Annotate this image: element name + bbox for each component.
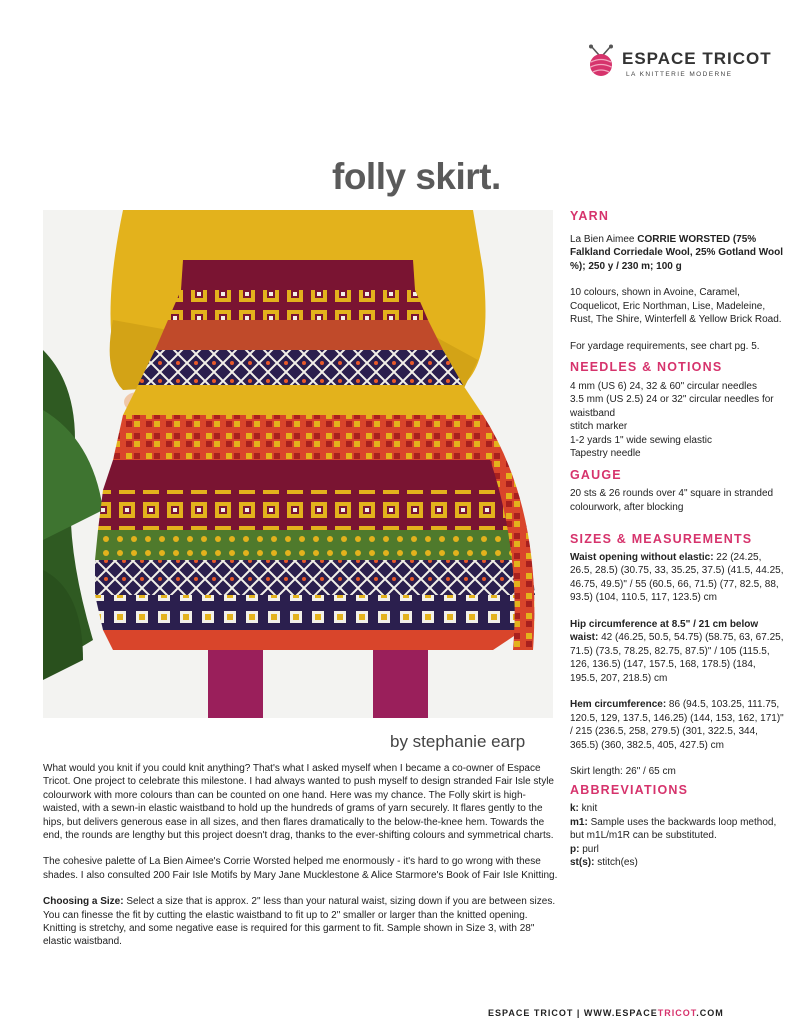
needles-item: Tapestry needle (570, 448, 641, 459)
page-footer: ESPACE TRICOT | WWW.ESPACETRICOT.COM (488, 1008, 724, 1018)
needles-item: 4 mm (US 6) 24, 32 & 60" circular needles (570, 380, 757, 392)
abbr-p: p: purl (570, 843, 599, 855)
intro-paragraph-2: The cohesive palette of La Bien Aimee's Corrie Worsted helped me enormously - it's hard to go wrong with these shades. I also consulted 200 Fair Isle Motifs by Mary Jane Mucklestone & Alice Starmore's Book of Fair Isle Knitting. (43, 856, 558, 881)
yarn-yardage: For yardage requirements, see chart pg. 5. (570, 340, 760, 352)
needles-item: 3.5 mm (US 2.5) 24 or 32" circular needles for waistband (570, 394, 774, 419)
gauge-heading: GAUGE (570, 467, 622, 482)
hem-measure: Hem circumference: 86 (94.5, 103.25, 111.75, 120.5, 129, 137.5, 146.25) (144, 153, 162, 171)" / 215 (236.5, 258, 279.5) (301, 322.5, 344, 365.5) (360, 382.5, 405, 427.5) cm (570, 699, 784, 751)
sizes-heading: SIZES & MEASUREMENTS (570, 532, 753, 546)
website-link[interactable]: WWW.ESPACETRICOT.COM (583, 1008, 724, 1018)
choosing-size-paragraph: Choosing a Size: Select a size that is approx. 2" less than your natural waist, sizing down if you are between sizes. You can finesse the fit by cutting the elastic waistband to fit up to 2" smaller or larger than the knitted opening. Knitting is stretchy, and some negative ease is required for this garment to fit. Sample shown in Size 3, with 28" elastic waistband. (43, 896, 556, 948)
abbr-m1: m1: Sample uses the backwards loop method, but m1L/m1R can be substituted. (570, 816, 777, 841)
hip-measure: Hip circumference at 8.5" / 21 cm below waist: 42 (46.25, 50.5, 54.75) (58.75, 63, 67.25, 71.5) (73.5, 78.25, 82.75, 87.5)" / 105 (115.5, 126, 136.5) (147, 157.5, 168, 178.5) (184, 195.5, 207, 218.5) cm (570, 618, 784, 684)
yarn-line: La Bien Aimee CORRIE WORSTED (75% Falkland Corriedale Wool, 25% Gotland Wool %); 250 y / 230 m; 100 g (570, 233, 783, 272)
intro-paragraph-1: What would you knit if you could knit anything? That's what I asked myself when I became a co-owner of Espace Tricot. One project to celebrate this milestone. I had always wanted to push myself to design stranded Fair Isle style colourwork with more colours than can be counted on one hand. Here was my chance. The Folly skirt is high-waisted, with a sewn-in elastic waistband to hold up the hundreds of grams of yarn securely. It flares gently to the hips, but delivers generous ease in all sizes, and then flares dramatically to the below-the-knee hem. Towards the end, the rounds are lengthy but this project doesn't drag, thanks to the ever-shifting colours and symmetrical charts. (43, 763, 554, 842)
yarn-colours: 10 colours, shown in Avoine, Caramel, Coquelicot, Eric Northman, Lise, Madeleine, Rust, The Shire, Winterfell & Yellow Brick Road. (570, 287, 782, 325)
needles-item: 1-2 yards 1" wide sewing elastic (570, 434, 712, 446)
yarn-ball-icon (585, 44, 617, 78)
brand-tagline: LA KNITTERIE MODERNE (626, 71, 733, 78)
byline: by stephanie earp (390, 732, 526, 751)
pattern-details (570, 210, 785, 870)
abbreviations-heading: ABBREVIATIONS (570, 782, 689, 797)
brand-name: ESPACE TRICOT (622, 49, 772, 68)
skirt-length: Skirt length: 26" / 65 cm (570, 766, 676, 777)
brand-logo (585, 44, 775, 88)
needles-item: stitch marker (570, 421, 628, 432)
abbr-sts: st(s): stitch(es) (570, 857, 638, 868)
needles-heading: NEEDLES & NOTIONS (570, 360, 723, 374)
pattern-intro (43, 762, 558, 962)
waist-measure: Waist opening without elastic: 22 (24.25, 26.5, 28.5) (30.75, 33, 35.25, 37.5) (41.5, 44.25, 46.75, 49.5)" / 55 (60.5, 66, 71.5) (77, 82.5, 88, 93.5) (104, 110.5, 117, 123.5) cm (570, 551, 784, 603)
needles-list (570, 380, 785, 461)
pattern-title: folly skirt. (332, 156, 501, 197)
yarn-heading: YARN (570, 209, 610, 223)
abbr-k: k: knit (570, 803, 598, 814)
gauge-text: 20 sts & 26 rounds over 4" square in stranded colourwork, after blocking (570, 488, 774, 513)
skirt-photo (43, 210, 553, 718)
